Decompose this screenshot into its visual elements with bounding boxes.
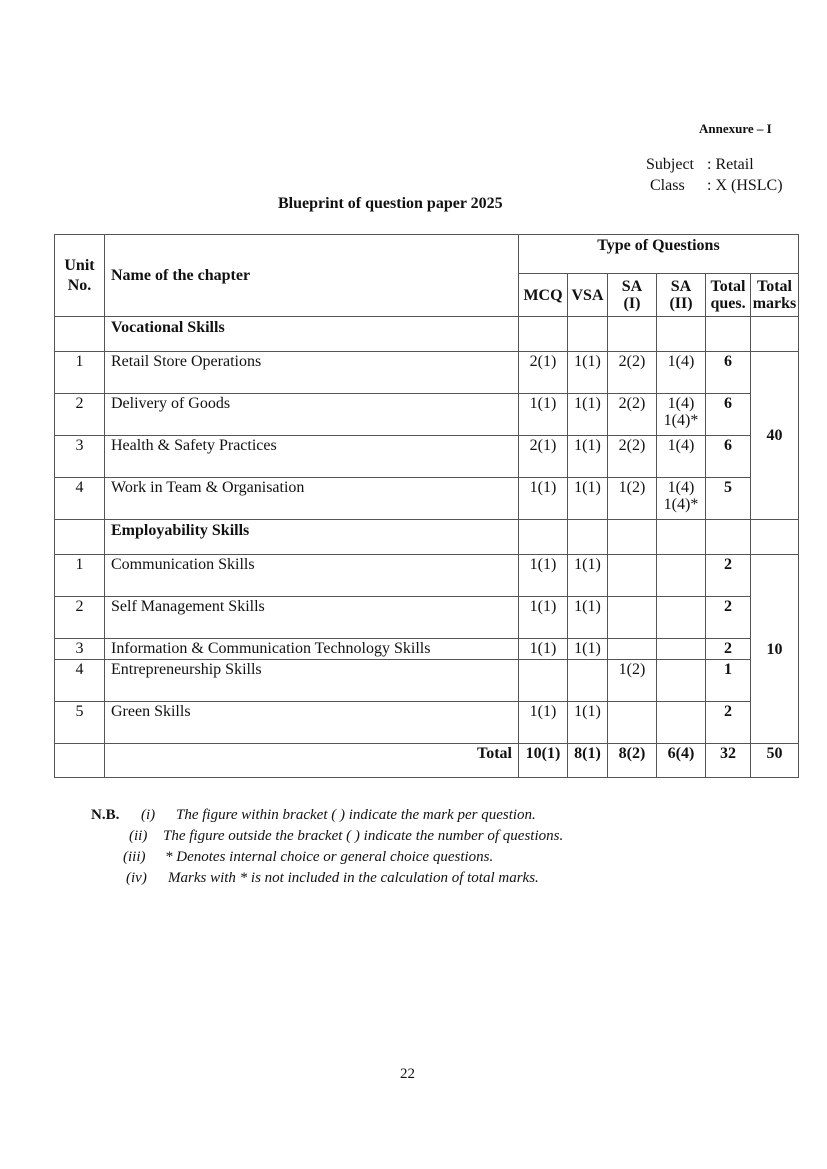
page-number: 22	[400, 1066, 415, 1082]
section-row-employability	[55, 520, 799, 555]
total-marks-employability: 10	[751, 555, 799, 744]
table-row: 5 Green Skills 1(1) 1(1) 2	[55, 702, 799, 744]
blueprint-table	[54, 234, 799, 778]
note-item: (iv) Marks with * is not included in the calculation of total marks.	[126, 870, 539, 886]
table-row: 4 Work in Team & Organisation 1(1) 1(1) 1(2) 1(4) 1(4)* 5	[55, 478, 799, 520]
annexure-label: Annexure – I	[699, 121, 772, 136]
table-row: 2 Self Management Skills 1(1) 1(1) 2	[55, 597, 799, 639]
total-marks-header: Total marks	[751, 274, 799, 317]
table-row: 3 Health & Safety Practices 2(1) 1(1) 2(2) 1(4) 6	[55, 436, 799, 478]
choice-value: 1(4)*	[663, 496, 699, 513]
total-label: Total	[105, 744, 519, 778]
section-title: Vocational Skills	[105, 317, 519, 352]
total-marks-vocational: 40	[751, 352, 799, 520]
table-row: 4 Entrepreneurship Skills 1(2) 1	[55, 660, 799, 702]
note-item: (iii) * Denotes internal choice or general choice questions.	[123, 849, 494, 865]
notes-block	[91, 805, 563, 889]
table-row: 1 Retail Store Operations 2(1) 1(1) 2(2) 1(4) 6 40	[55, 352, 799, 394]
note-item: (ii) The figure outside the bracket ( ) indicate the number of questions.	[129, 828, 564, 844]
header-row-1	[55, 235, 799, 274]
section-row-vocational	[55, 317, 799, 352]
class-value: : X (HSLC)	[707, 177, 783, 194]
notes-lead: N.B.	[91, 807, 120, 823]
subject-label: Subject	[646, 156, 694, 173]
sa2-header: SA (II)	[657, 274, 706, 317]
vsa-header: VSA	[568, 274, 608, 317]
table-row: 3 Information & Communication Technology Skills 1(1) 1(1) 2	[55, 639, 799, 660]
document-title: Blueprint of question paper 2025	[278, 195, 503, 212]
class-row	[646, 175, 783, 196]
total-ques-header: Total ques.	[706, 274, 751, 317]
mcq-header: MCQ	[519, 274, 568, 317]
table-row: 2 Delivery of Goods 1(1) 1(1) 2(2) 1(4) 1(4)* 6	[55, 394, 799, 436]
table-row: 1 Communication Skills 1(1) 1(1) 2 10	[55, 555, 799, 597]
unit-header: Unit No.	[55, 235, 105, 317]
subject-row	[646, 154, 783, 175]
class-label: Class	[650, 177, 685, 194]
type-of-questions-header: Type of Questions	[519, 235, 799, 274]
total-row: Total 10(1) 8(1) 8(2) 6(4) 32 50	[55, 744, 799, 778]
note-item: N.B. (i) The figure within bracket ( ) indicate the mark per question.	[91, 805, 563, 826]
subject-class-block	[646, 154, 783, 196]
chapter-header: Name of the chapter	[105, 235, 519, 317]
subject-value: : Retail	[707, 156, 754, 173]
sa1-header: SA (I)	[608, 274, 657, 317]
section-title: Employability Skills	[105, 520, 519, 555]
choice-value: 1(4)*	[663, 412, 699, 429]
